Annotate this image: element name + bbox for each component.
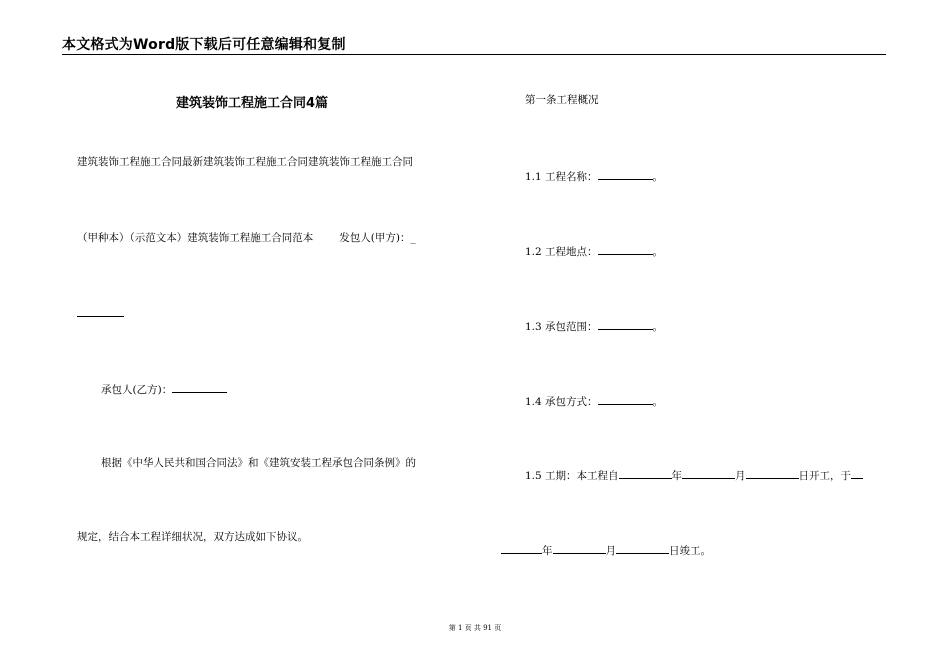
- item-1-2-blank: [598, 243, 653, 255]
- end-day-blank: [616, 542, 669, 554]
- left-line-1: 建筑装饰工程施工合同最新建筑装饰工程施工合同建筑装饰工程施工合同: [77, 156, 413, 168]
- end-completion: 日竣工。: [669, 545, 711, 557]
- left-line-2-text: （甲种本）（示范文本）建筑装饰工程施工合同范本: [77, 232, 314, 244]
- item-1-3-period: 。: [652, 321, 664, 333]
- left-blank-line: [77, 316, 124, 317]
- item-1-4: [525, 393, 663, 409]
- end-month: 月: [605, 545, 616, 557]
- item-1-5-month-blank: [682, 467, 735, 479]
- item-1-1-blank: [598, 168, 653, 180]
- item-1-5-start: 日开工，于: [798, 470, 852, 482]
- item-1-5-day-blank: [746, 467, 799, 479]
- item-1-3: [525, 318, 663, 334]
- item-1-4-period: 。: [652, 396, 664, 408]
- item-1-2-label: 1.2 工程地点：: [525, 246, 598, 258]
- item-1-2: [525, 243, 663, 259]
- end-month-blank: [553, 542, 606, 554]
- left-line-2-party: 发包人(甲方)：_: [339, 232, 416, 244]
- item-1-5-trail-blank: [851, 467, 863, 479]
- header-text: 本文格式为Word版下载后可任意编辑和复制: [62, 37, 346, 53]
- left-line-5: 根据《中华人民共和国合同法》和《建筑安装工程承包合同条例》的: [101, 457, 416, 469]
- page-footer: 第 1 页 共 91 页: [448, 624, 502, 632]
- left-line-6: 规定，结合本工程详细状况，双方达成如下协议。: [77, 531, 308, 543]
- item-1-5: [525, 467, 863, 483]
- item-1-3-blank: [598, 318, 653, 330]
- contractor-label: 承包人(乙方)：: [101, 384, 173, 396]
- item-1-1-period: 。: [652, 171, 664, 183]
- document-title: 建筑装饰工程施工合同4篇: [176, 96, 329, 111]
- contractor-blank: [172, 381, 227, 393]
- item-1-5-label: 1.5 工期：本工程自: [525, 470, 619, 482]
- item-1-5-month: 月: [735, 470, 746, 482]
- item-1-4-label: 1.4 承包方式：: [525, 396, 598, 408]
- section-heading: 第一条工程概况: [525, 94, 599, 106]
- page-header: [62, 34, 886, 55]
- left-line-2: [77, 231, 416, 245]
- item-1-2-period: 。: [652, 246, 664, 258]
- end-year-blank: [501, 542, 542, 554]
- item-1-4-blank: [598, 393, 653, 405]
- item-1-1: [525, 168, 663, 184]
- end-year: 年: [542, 545, 553, 557]
- item-1-3-label: 1.3 承包范围：: [525, 321, 598, 333]
- item-1-5-end: [501, 542, 711, 558]
- item-1-1-label: 1.1 工程名称：: [525, 171, 598, 183]
- item-1-5-year-blank: [619, 467, 672, 479]
- item-1-5-year: 年: [671, 470, 683, 482]
- left-line-4: [101, 381, 227, 397]
